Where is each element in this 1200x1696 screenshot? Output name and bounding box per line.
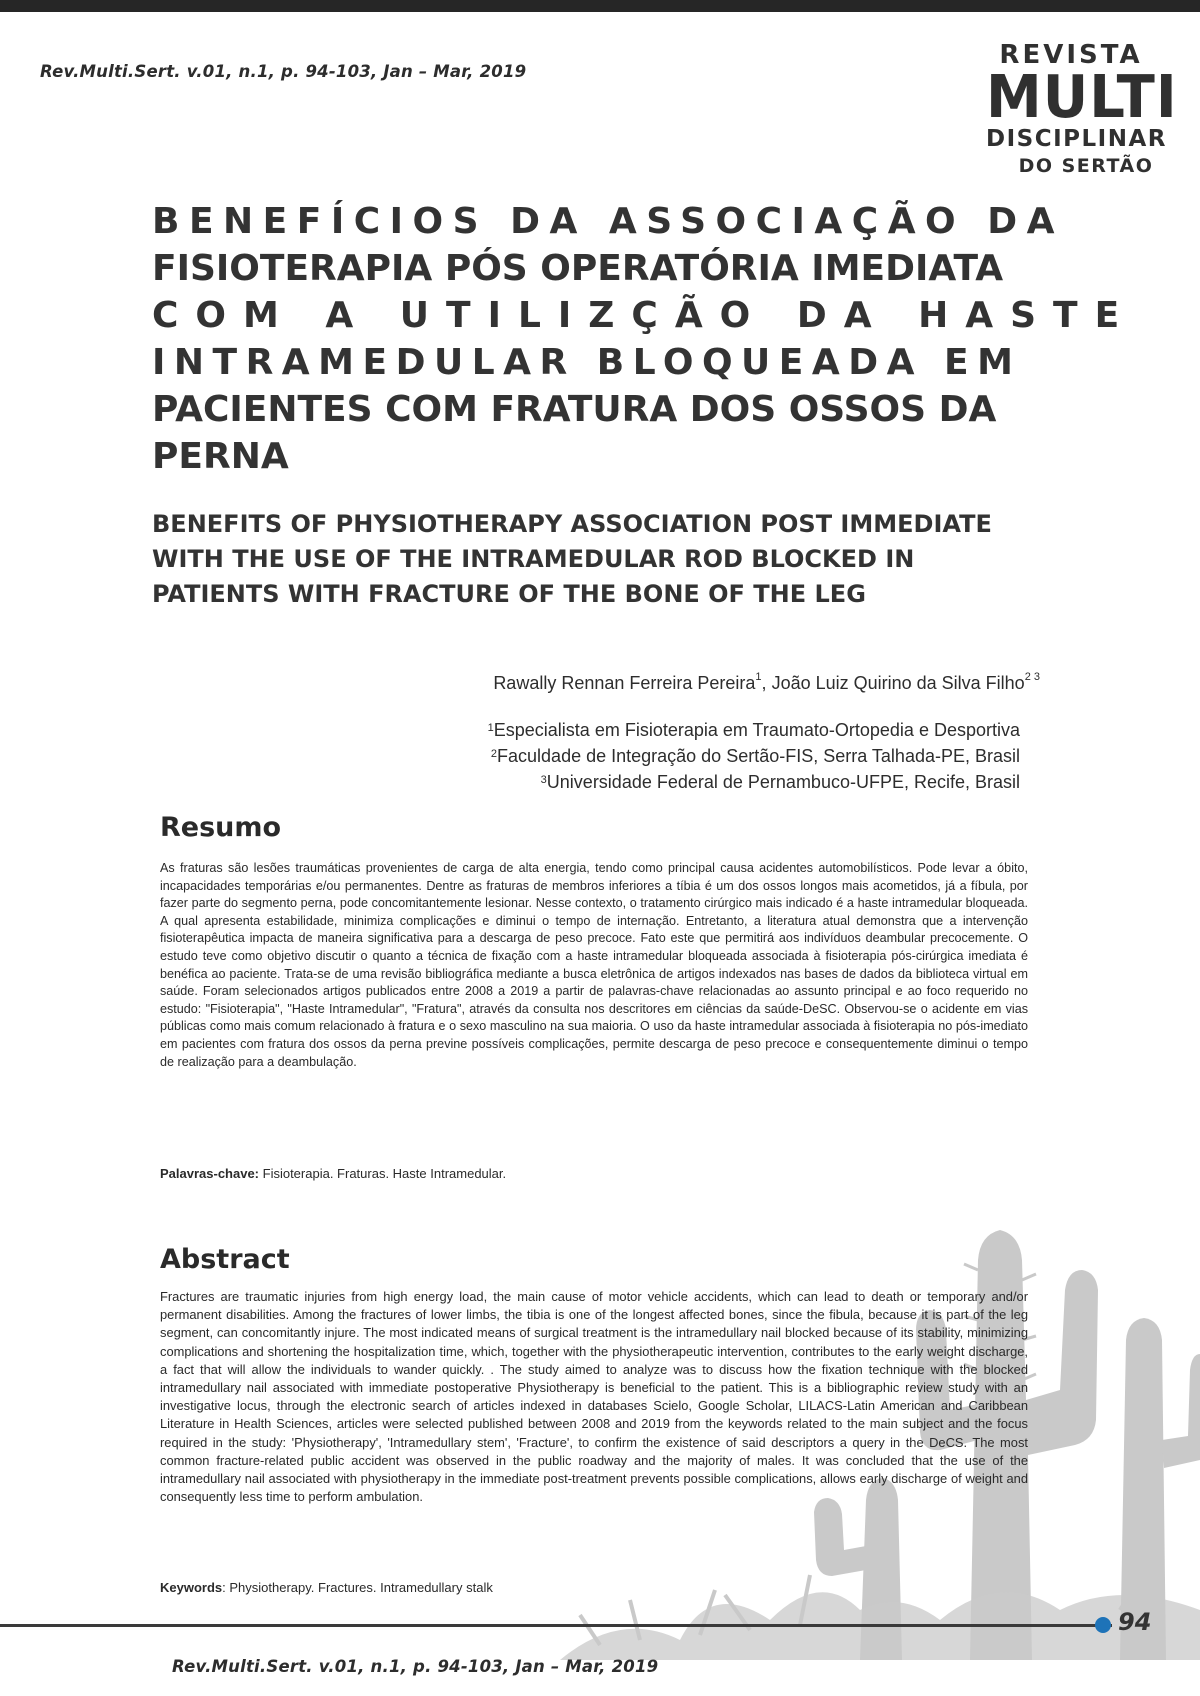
affiliation-list xyxy=(488,717,1020,795)
keywords-values: Fisioterapia. Fraturas. Haste Intramedular. xyxy=(259,1166,507,1181)
logo-line-2: MULTI xyxy=(986,63,1178,132)
title-en-line: WITH THE USE OF THE INTRAMEDULAR ROD BLOCKED IN xyxy=(152,545,915,573)
title-pt-line: PERNA xyxy=(152,436,289,477)
affiliation-marker: 1 xyxy=(755,671,762,683)
abstract-text: Fractures are traumatic injuries from high energy load, the main cause of motor vehicle accidents, which can lead to death or temporary and/or permanent disabilities. Among the fractures of lower limbs, the tibia is one of the longest affected bones, since the fibula, because it is part of the leg segment, can concomitantly injure. The most indicated means of surgical treatment is the intramedullary nail blocked because of its stability, minimizing complications and shortening the hospitalization time, which, together with the physiotherapeutic intervention, contributes to the early weight discharge, a fact that will allow the individuals to wander quickly. . The study aimed to analyze was to discuss how the fixation technique with the blocked intramedullary nail associated with immediate postoperative Physiotherapy is beneficial to the patient. This is a bibliographic review study with an investigative locus, through the electronic search of articles indexed in databases Scielo, Google Scholar, LILACS-Latin American and Caribbean Literature in Health Sciences, articles were selected published between 2008 and 2019 from the keywords related to the main subject and the focus required in the study: 'Physiotherapy', 'Intramedullary stem', 'Fracture', to confirm the existence of said descriptors a query in the DeCS. The most common fracture-related public accident was observed in the public roadway and the majority of males. It was concluded that the use of the intramedullary nail associated with physiotherapy in the immediate post-treatment prevents possible complications, allows early discharge of weight and consequently less time to perform ambulation. xyxy=(160,1289,1028,1505)
title-english xyxy=(152,507,1012,612)
abstract-keywords xyxy=(160,1580,493,1595)
footer-citation: Rev.Multi.Sert. v.01, n.1, p. 94-103, Jan – Mar, 2019 xyxy=(172,1657,659,1676)
affiliation-marker: 1 xyxy=(487,722,494,734)
title-en-line: PATIENTS WITH FRACTURE OF THE BONE OF THE LEG xyxy=(152,580,866,608)
affiliation-text: Universidade Federal de Pernambuco-UFPE, Recife, Brasil xyxy=(546,772,1020,792)
author-name: João Luiz Quirino da Silva Filho xyxy=(771,673,1025,693)
title-portuguese xyxy=(152,198,1137,480)
title-pt-line: BENEFÍCIOS DA ASSOCIAÇÃO DA xyxy=(152,201,1064,242)
title-pt-line: COM A UTILIZÇÃO DA HASTE xyxy=(152,295,1137,336)
top-bar xyxy=(0,0,1200,12)
keywords-label: Palavras-chave: xyxy=(160,1166,260,1181)
affiliation-marker: 2 xyxy=(490,748,498,760)
header-citation: Rev.Multi.Sert. v.01, n.1, p. 94-103, Jan – Mar, 2019 xyxy=(40,62,527,81)
affiliation-text: Faculdade de Integração do Sertão-FIS, Serra Talhada-PE, Brasil xyxy=(497,746,1020,766)
resumo-keywords xyxy=(160,1166,506,1181)
affiliation xyxy=(488,769,1020,795)
affiliation-marker: 3 xyxy=(540,774,547,786)
logo-line-3: DISCIPLINAR xyxy=(986,126,1167,152)
page-number-dot xyxy=(1095,1617,1111,1633)
logo-line-1: REVISTA xyxy=(999,40,1143,70)
resumo-text: As fraturas são lesões traumáticas provenientes de carga de alta energia, tendo como principal causa acidentes automobilísticos. Pode levar a óbito, incapacidades temporárias e/ou permanentes. Dentre as fraturas de membros inferiores a tíbia é um dos ossos longos mais acometidos, já a fíbula, por fazer parte do segmento perna, pode concomitantemente lesionar. Nesse contexto, o tratamento cirúrgico mais indicado é a haste intramedular bloqueada. A qual apresenta estabilidade, minimiza complicações e diminui o tempo de internação. Entretanto, a literatura atual demonstra que a intervenção fisioterapêutica impacta de maneira significativa para a descarga de peso precoce. Fato este que permitirá aos indivíduos deambular precocemente. O estudo teve como objetivo discutir o quanto a técnica de fixação com a haste intramedular bloqueada associada à fisioterapia pós-cirúrgica imediata é benéfica ao paciente. Trata-se de uma revisão bibliográfica mediante a busca eletrônica de artigos indexados nas bases de dados da biblioteca virtual em saúde. Foram selecionados artigos publicados entre 2008 a 2019 a partir de palavras-chave relacionadas ao assunto principal e ao foco requerido no estudo: "Fisioterapia", "Haste Intramedular", "Fratura", através da consulta nos descritores em ciências da saúde-DeSC. Observou-se o acidente em vias públicas como mais comum relacionado à fratura e o sexo masculino na sua maioria. O uso da haste intramedular associada à fisioterapia no pós-imediato em pacientes com fratura dos ossos da perna previne possíveis complicações, permite descarga de peso precoce e consequentemente diminui o tempo de realização para a deambulação. xyxy=(160,861,1028,1069)
abstract-heading: Abstract xyxy=(160,1244,290,1275)
author-list xyxy=(493,673,1040,694)
title-pt-line: INTRAMEDULAR BLOQUEADA EM xyxy=(152,342,1022,383)
author-separator: , xyxy=(761,673,772,693)
logo-line-4: DO SERTÃO xyxy=(1018,155,1154,177)
resumo-heading: Resumo xyxy=(160,812,282,843)
title-pt-line: PACIENTES COM FRATURA DOS OSSOS DA xyxy=(152,389,997,430)
affiliation xyxy=(488,717,1020,743)
keywords-label: Keywords xyxy=(160,1580,223,1595)
affiliation xyxy=(488,743,1020,769)
footer-rule xyxy=(0,1624,1112,1627)
affiliation-marker: 2 3 xyxy=(1024,671,1040,683)
title-en-line: BENEFITS OF PHYSIOTHERAPY ASSOCIATION POST IMMEDIATE xyxy=(152,510,992,538)
journal-logo xyxy=(986,40,1178,177)
keywords-values: : Physiotherapy. Fractures. Intramedullary stalk xyxy=(222,1580,493,1595)
author-name: Rawally Rennan Ferreira Pereira xyxy=(493,673,756,693)
affiliation-text: Especialista em Fisioterapia em Traumato-Ortopedia e Desportiva xyxy=(493,720,1020,740)
title-pt-line: FISIOTERAPIA PÓS OPERATÓRIA IMEDIATA xyxy=(152,248,1004,289)
page-number: 94 xyxy=(1118,1608,1152,1636)
